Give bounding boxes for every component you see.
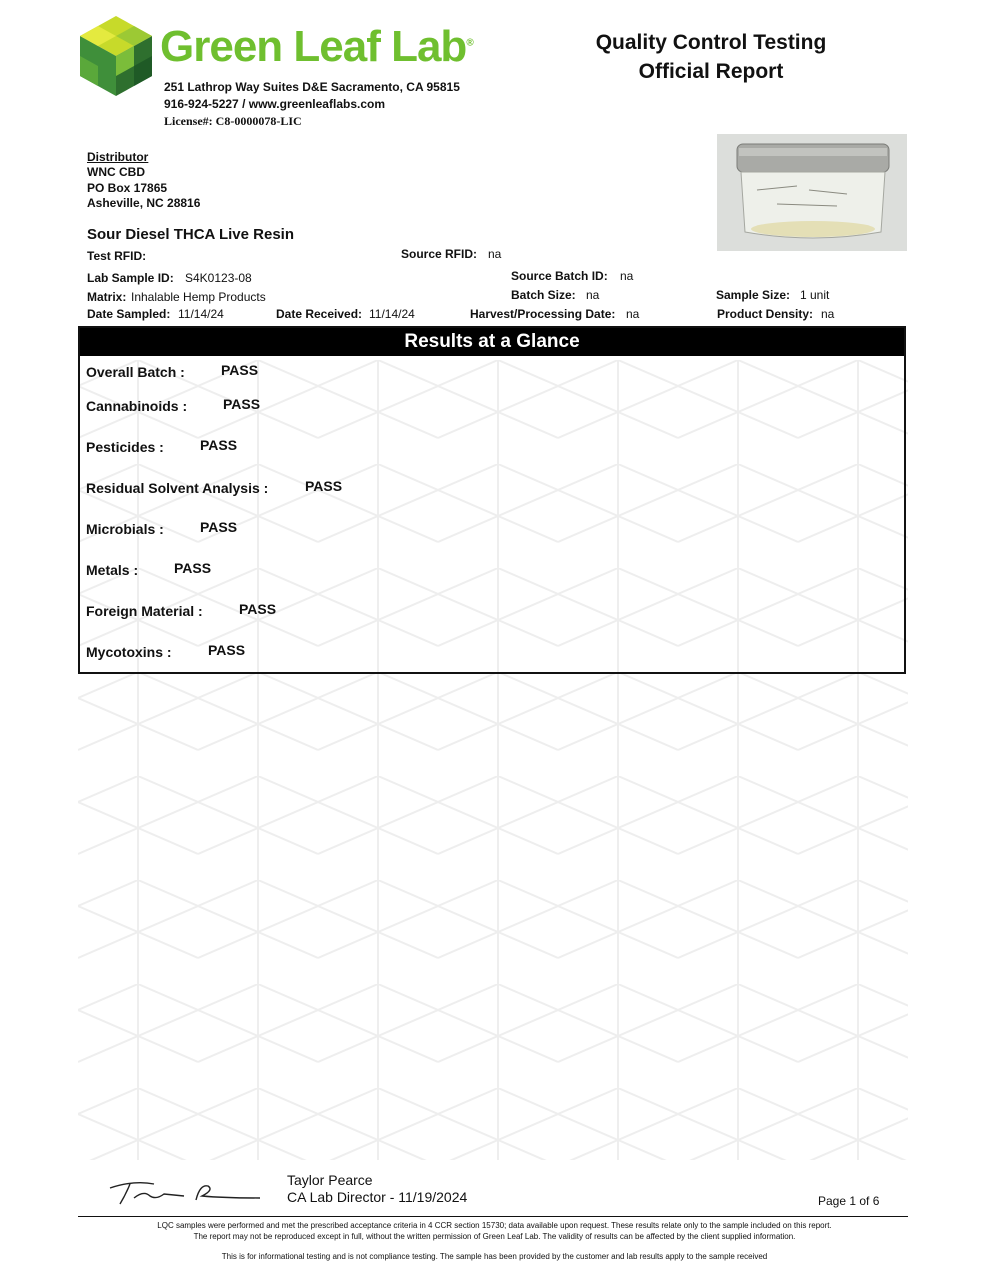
result-row-mycotoxins (86, 642, 246, 660)
signer-title: CA Lab Director - 11/19/2024 (287, 1189, 468, 1205)
harvest-date-label: Harvest/Processing Date: (470, 307, 616, 321)
result-row-microbials (86, 519, 238, 537)
result-row-cannabinoids (86, 396, 261, 414)
result-row-foreign-material (86, 601, 277, 619)
product-density-label: Product Density: (717, 307, 814, 321)
result-value: PASS (200, 519, 238, 535)
result-label: Mycotoxins : (86, 644, 172, 660)
lab-license: License#: C8-0000078-LIC (164, 114, 302, 128)
footer-disclaimer-3: This is for informational testing and is not compliance testing. The sample has been provided by the customer and lab results apply to the sample received (221, 1252, 768, 1261)
footer-disclaimer-1: LQC samples were performed and met the prescribed acceptance criteria in 4 CCR section 15730; data available upon request. These results relate only to the sample included on this report. (157, 1221, 832, 1230)
date-received-value: 11/14/24 (369, 307, 415, 321)
report-title-line1: Quality Control Testing (595, 31, 827, 54)
matrix-label: Matrix: (87, 290, 127, 304)
footer-divider (78, 1216, 908, 1217)
source-rfid-label: Source RFID: (401, 247, 478, 261)
date-sampled-value: 11/14/24 (178, 307, 224, 321)
date-received-label: Date Received: (276, 307, 363, 321)
product-name: Sour Diesel THCA Live Resin (87, 226, 294, 243)
result-row-residual-solvent (86, 478, 343, 496)
report-title (560, 28, 862, 86)
logo-cube-icon (80, 16, 152, 96)
result-label: Pesticides : (86, 439, 164, 455)
result-value: PASS (239, 601, 277, 617)
result-label: Overall Batch : (86, 364, 185, 380)
distributor-city: Asheville, NC 28816 (87, 196, 201, 210)
product-density-value: na (821, 307, 835, 321)
batch-size-value: na (586, 288, 600, 302)
result-value: PASS (174, 560, 212, 576)
result-value: PASS (208, 642, 246, 658)
harvest-date-value: na (626, 307, 640, 321)
page-number: Page 1 of 6 (818, 1194, 880, 1208)
signer-name: Taylor Pearce (287, 1172, 373, 1188)
product-photo (717, 134, 907, 251)
result-row-pesticides (86, 437, 238, 455)
result-value: PASS (223, 396, 261, 412)
lab-sample-id-value: S4K0123-08 (185, 271, 252, 285)
results-heading: Results at a Glance (80, 328, 904, 356)
result-row-metals (86, 560, 212, 578)
result-value: PASS (221, 362, 259, 378)
matrix-value: Inhalable Hemp Products (131, 290, 266, 304)
result-row-overall (86, 362, 259, 380)
jar-image (717, 134, 907, 251)
result-label: Cannabinoids : (86, 398, 188, 414)
lab-contact: 916-924-5227 / www.greenleaflabs.com (164, 97, 385, 111)
source-batch-id-label: Source Batch ID: (511, 269, 608, 283)
distributor-po-box: PO Box 17865 (87, 181, 168, 195)
source-rfid-value: na (488, 247, 502, 261)
source-batch-id-value: na (620, 269, 634, 283)
distributor-heading: Distributor (87, 150, 149, 164)
result-value: PASS (200, 437, 238, 453)
lab-sample-id-label: Lab Sample ID: (87, 271, 174, 285)
lab-brand-name: Green Leaf Lab® (160, 22, 473, 71)
results-at-a-glance-panel (78, 326, 906, 674)
result-label: Metals : (86, 562, 139, 578)
lab-address: 251 Lathrop Way Suites D&E Sacramento, CA 95815 (164, 80, 460, 94)
result-label: Residual Solvent Analysis : (86, 480, 269, 496)
sample-size-value: 1 unit (800, 288, 830, 302)
result-label: Foreign Material : (86, 603, 203, 619)
result-label: Microbials : (86, 521, 164, 537)
footer-disclaimer-2: The report may not be reproduced except in full, without the written permission of Green Leaf Lab. The validity of results can be affected by the client supplied information. (193, 1232, 796, 1241)
report-title-line2: Official Report (638, 60, 784, 83)
distributor-name: WNC CBD (87, 165, 145, 179)
batch-size-label: Batch Size: (511, 288, 576, 302)
sample-size-label: Sample Size: (716, 288, 791, 302)
result-value: PASS (305, 478, 343, 494)
date-sampled-label: Date Sampled: (87, 307, 171, 321)
test-rfid-label: Test RFID: (87, 249, 147, 263)
signature-image (104, 1172, 264, 1212)
